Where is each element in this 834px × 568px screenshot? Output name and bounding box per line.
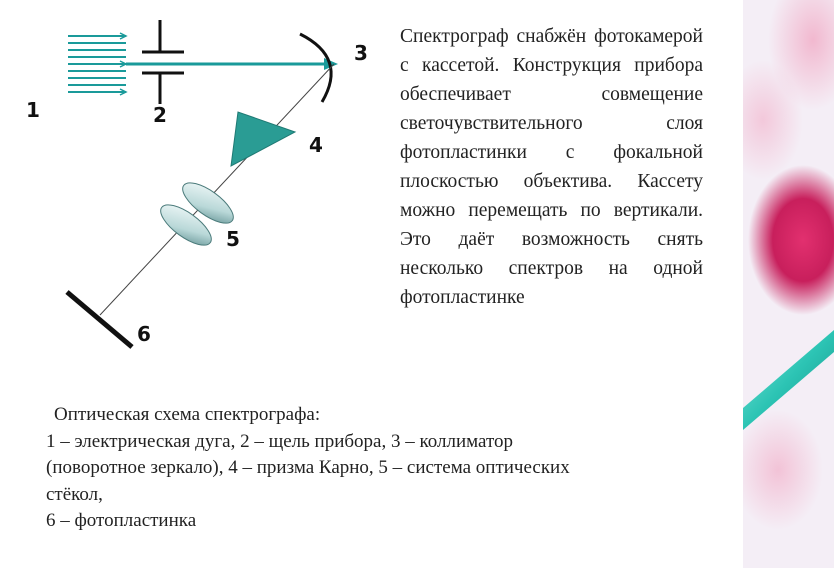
optical-scheme-diagram (0, 0, 400, 400)
label-6: 6 (137, 322, 151, 346)
caption-line: (поворотное зеркало), 4 – призма Карно, 5 – система оптических (46, 457, 570, 478)
caption-line: 1 – электрическая дуга, 2 – щель прибора, 3 – коллиматор (46, 430, 513, 452)
label-3: 3 (354, 41, 368, 65)
decorative-side-panel (743, 0, 834, 568)
figure-caption (46, 402, 686, 535)
description-text: Спектрограф снабжён фотокамерой с кассетой. Конструкция прибора обеспечивает совмещение светочувствительного слоя фотопластинки с фокальной плоскостью объектива. Кассету можно перемещать по вертикали. Это даёт возможность снять несколько спектров на одной фотопластинке (400, 26, 703, 308)
carnot-prism (231, 112, 295, 166)
label-2: 2 (153, 103, 167, 127)
label-1: 1 (26, 98, 40, 122)
electric-arc-source (68, 33, 126, 95)
caption-line: 6 – фотопластинка (46, 510, 197, 531)
optical-axis (100, 64, 334, 315)
slit (142, 20, 184, 104)
label-4: 4 (309, 133, 323, 157)
label-5: 5 (226, 227, 240, 251)
caption-line: стёкол, (46, 483, 103, 505)
photographic-plate (67, 292, 132, 347)
caption-title: Оптическая схема спектрографа: (54, 404, 321, 425)
